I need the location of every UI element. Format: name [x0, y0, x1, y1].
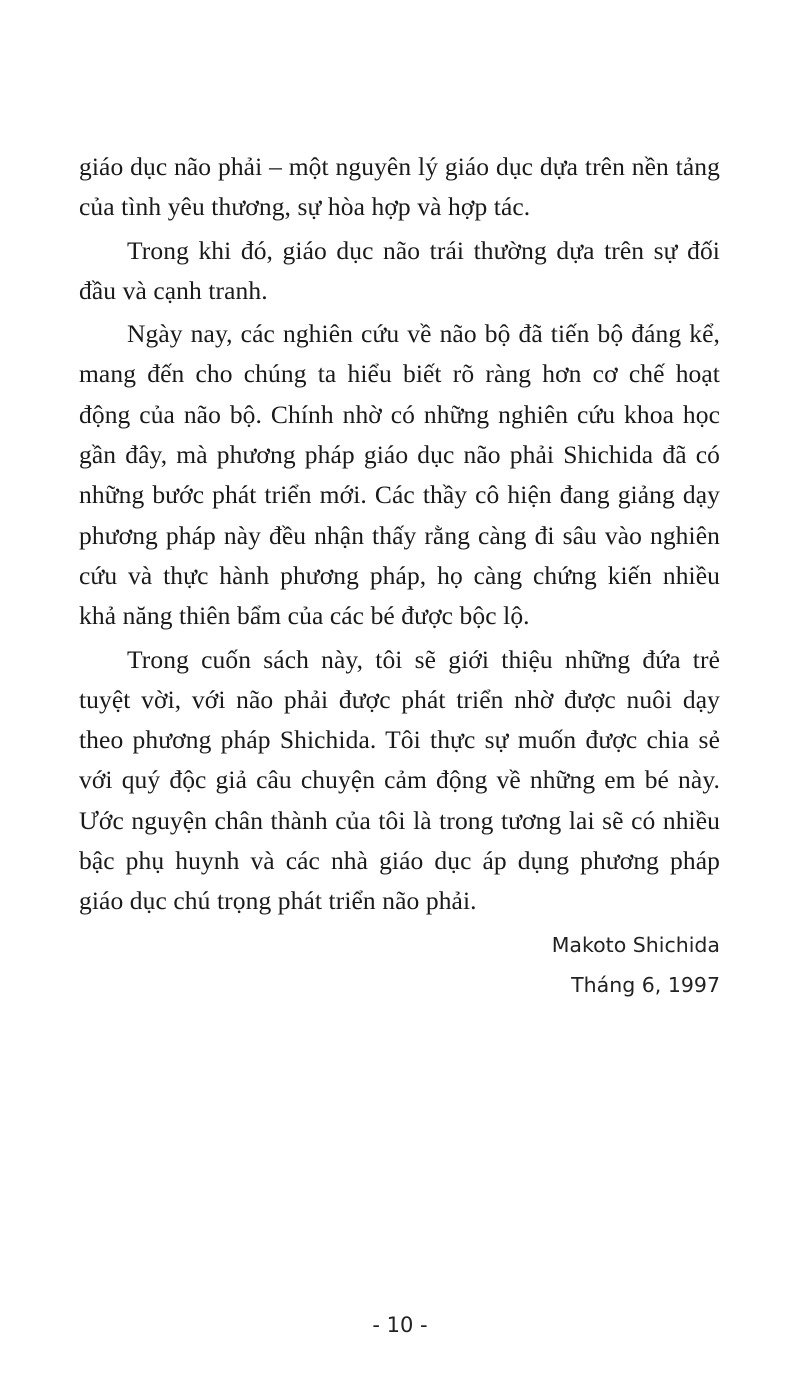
book-page-body — [79, 147, 720, 1005]
paragraph-1: giáo dục não phải – một nguyên lý giáo dục dựa trên nền tảng của tình yêu thương, sự hòa hợp và hợp tác. — [79, 152, 720, 222]
signature-author: Makoto Shichida — [551, 932, 720, 957]
paragraph-3: Ngày nay, các nghiên cứu về não bộ đã tiến bộ đáng kể, mang đến cho chúng ta hiểu biết rõ ràng hơn cơ chế hoạt động của não bộ. Chính nhờ có những nghiên cứu khoa học gần đây, mà phương pháp giáo dục não phải Shichida đã có những bước phát triển mới. Các thầy cô hiện đang giảng dạy phương pháp này đều nhận thấy rằng càng đi sâu vào nghiên cứu và thực hành phương pháp, họ càng chứng kiến nhiều khả năng thiên bẩm của các bé được bộc lộ. — [79, 319, 720, 631]
page-number: - 10 - — [372, 1313, 428, 1337]
signature-date: Tháng 6, 1997 — [571, 972, 720, 997]
paragraph-4: Trong cuốn sách này, tôi sẽ giới thiệu những đứa trẻ tuyệt vời, với não phải được phát triển nhờ được nuôi dạy theo phương pháp Shichida. Tôi thực sự muốn được chia sẻ với quý độc giả câu chuyện cảm động về những em bé này. Ước nguyện chân thành của tôi là trong tương lai sẽ có nhiều bậc phụ huynh và các nhà giáo dục áp dụng phương pháp giáo dục chú trọng phát triển não phải. — [79, 644, 720, 916]
paragraph-2: Trong khi đó, giáo dục não trái thường dựa trên sự đối đầu và cạnh tranh. — [79, 235, 720, 305]
